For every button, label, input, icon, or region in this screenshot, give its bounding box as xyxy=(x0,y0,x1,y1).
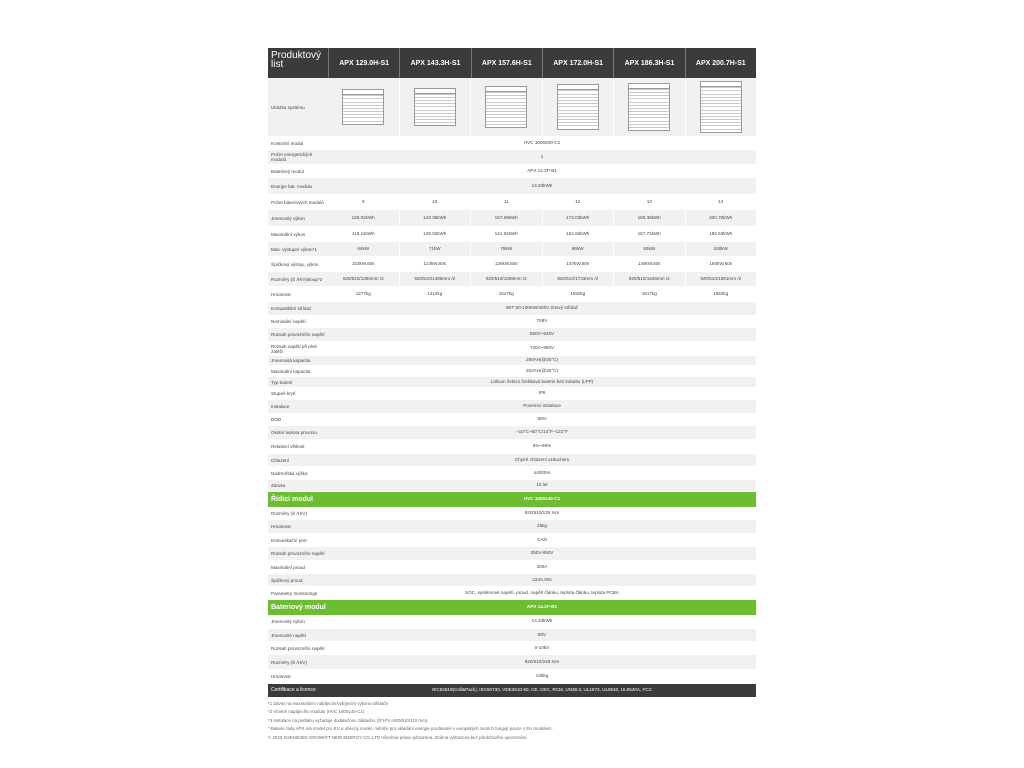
cell-value: 1277kg xyxy=(355,290,371,296)
spec-row xyxy=(268,316,756,328)
cell-value: 200.70kWh xyxy=(685,210,757,226)
cell-value: 86kW xyxy=(542,242,614,256)
row-label: Ukázka systému xyxy=(271,104,305,110)
row-value: 650V~945V xyxy=(529,331,555,337)
spec-row xyxy=(268,210,756,227)
battery-module-icon xyxy=(343,121,383,124)
row-values xyxy=(328,388,756,399)
row-values xyxy=(328,670,756,683)
spec-row xyxy=(268,440,756,454)
spec-row xyxy=(268,547,756,561)
footnote: *3 Instalace na podlahu vyžaduje dodatečnou základnu (Š*H*V=920/510/110 mm). xyxy=(268,717,429,723)
spec-row xyxy=(268,328,756,342)
cell-value: 71kW xyxy=(399,242,471,256)
spec-row xyxy=(268,272,756,287)
spec-row xyxy=(268,414,756,426)
row-label: Parametry monitorings xyxy=(271,590,318,596)
spec-row xyxy=(268,561,756,574)
model-header: APX 172.0H-S1 xyxy=(542,48,613,78)
cell-value: 9 xyxy=(361,198,365,204)
system-illustration xyxy=(542,78,614,136)
row-value: 25kg xyxy=(537,523,547,529)
row-value: Lithium železo fosfátová baterie bez kobaltu (LFP) xyxy=(490,378,594,384)
spec-row xyxy=(268,342,756,356)
row-label: Okolní teplota provozu xyxy=(271,430,317,435)
spec-row xyxy=(268,574,756,587)
row-value: 10 let xyxy=(536,482,548,488)
system-illustration xyxy=(685,78,757,136)
row-values xyxy=(328,377,756,387)
row-label: Instalace xyxy=(271,404,290,409)
cell-value: 186.36kWh xyxy=(613,210,685,226)
cell-value: 920/510/1350mm /2 xyxy=(342,275,384,281)
row-label: Stupeň krytí xyxy=(271,391,296,396)
spec-row xyxy=(268,195,756,210)
cell-value: 126kW,60s xyxy=(470,257,542,271)
row-values xyxy=(328,178,756,194)
cell-value: 64kW xyxy=(357,245,370,251)
row-value: IEC62619(Cell&Pack), IEC60730, VDE2510-50, CE, CEC, RCM, UN38.3, UL1973, UL9540, UL9540A, FCC xyxy=(432,687,652,693)
row-values xyxy=(328,440,756,453)
row-values xyxy=(328,195,756,209)
spec-row xyxy=(268,520,756,534)
cell-value: 1412kg xyxy=(399,287,471,301)
row-label: Maximální proud xyxy=(271,564,305,570)
cell-value: 149kW,60s xyxy=(613,257,685,271)
row-label: Rozměry (Š /H/V)sloup*2 xyxy=(271,276,323,282)
system-illustration xyxy=(328,78,399,136)
battery-rack-icon xyxy=(557,84,599,129)
row-label: Špičkový proud xyxy=(271,577,303,583)
row-values xyxy=(328,547,756,560)
row-value: 200A xyxy=(536,563,548,569)
cell-value: 116.11kWh xyxy=(351,230,375,236)
row-label: Rozsah provozního napětí xyxy=(271,332,325,337)
battery-module-icon xyxy=(558,125,598,128)
row-values xyxy=(328,534,756,546)
row-value: 1 xyxy=(540,153,544,159)
row-values xyxy=(328,342,756,355)
row-label: DOD xyxy=(271,417,282,422)
footnote: © 2023 SHENZHEN GROWATT NEW ENERGY CO.,LTD Všechna práva vyhrazena. Změna vyhrazena bez předchozího upozornění. xyxy=(268,734,528,740)
row-values xyxy=(328,210,756,226)
cell-value: 10 xyxy=(399,195,471,209)
row-values xyxy=(328,272,756,286)
row-label: Kontrolní modul xyxy=(271,140,304,146)
row-values xyxy=(328,454,756,466)
row-label: Jmenovitý výkon xyxy=(271,215,305,221)
spec-row xyxy=(268,377,756,388)
spec-row xyxy=(268,366,756,377)
section-title: Řídicí modul xyxy=(271,496,313,503)
battery-module-section-header xyxy=(268,600,756,615)
spec-row xyxy=(268,302,756,316)
row-values xyxy=(328,150,756,164)
row-values xyxy=(328,302,756,315)
cell-value: 137kW,60s xyxy=(542,257,614,271)
row-value: –10°C~50°C/14°F~122°F xyxy=(516,429,568,435)
cell-value: 103kW,60s xyxy=(351,260,375,266)
row-values xyxy=(328,480,756,491)
row-value: 14.33kWh xyxy=(531,618,553,624)
cell-value: 920/510/1981mm /2 xyxy=(685,272,757,286)
spec-row xyxy=(268,400,756,414)
battery-rack-icon xyxy=(628,83,670,131)
row-value: 14.33kWh xyxy=(531,182,553,188)
spec-row xyxy=(268,642,756,655)
spec-row xyxy=(268,257,756,272)
cell-value: 167.72kWh xyxy=(613,227,685,241)
row-values xyxy=(328,328,756,341)
spec-row xyxy=(268,426,756,440)
row-values xyxy=(328,356,756,365)
row-value: CAN xyxy=(537,536,547,542)
spec-row xyxy=(268,150,756,165)
model-header: APX 157.6H-S1 xyxy=(471,48,542,78)
spec-row xyxy=(268,507,756,520)
row-label: Rozsah napětí při plné zátěži xyxy=(271,343,317,354)
row-values xyxy=(328,414,756,425)
spec-row xyxy=(268,629,756,642)
row-label: Certifikace a licence xyxy=(271,687,316,693)
row-label: Hmotnost xyxy=(271,674,291,679)
row-label: Jmenovité napětí xyxy=(271,632,306,638)
cell-value: 920/510/1598mm /2 xyxy=(470,272,542,286)
row-label: Počet bateriových modulů xyxy=(271,199,324,205)
cell-value: 154.82kWh xyxy=(542,227,614,241)
control-module-section-header xyxy=(268,492,756,507)
cell-value: 141.92kWh xyxy=(470,227,542,241)
row-label: Špičkový výstup, výkon xyxy=(271,261,319,267)
row-values xyxy=(328,520,756,533)
row-value: WIT 50-100KW/400V értový střídač xyxy=(505,305,579,311)
row-label: Nominální napětí xyxy=(271,319,306,324)
row-value: 90% xyxy=(537,416,547,422)
cell-value: 100kW xyxy=(685,242,757,256)
spec-row xyxy=(268,242,756,257)
cell-value: 11 xyxy=(470,195,542,209)
row-values xyxy=(328,574,756,586)
row-label: Hmotnost xyxy=(271,524,291,529)
spec-row xyxy=(268,388,756,400)
row-value: 224A,60s xyxy=(532,576,552,582)
system-illustration xyxy=(613,78,685,136)
row-values xyxy=(328,467,756,479)
spec-row xyxy=(268,178,756,195)
cell-value: 1817kg xyxy=(613,287,685,301)
section-title: Bateriový modul xyxy=(271,604,326,611)
model-header: APX 129.0H-S1 xyxy=(328,48,399,78)
cell-value: 114kW,60s xyxy=(399,257,471,271)
page-title: Produktový list xyxy=(271,50,322,70)
row-values xyxy=(328,426,756,439)
row-value: 280AH(@25°C) xyxy=(525,357,559,363)
spec-row xyxy=(268,655,756,670)
row-label: Jmenovitá kapacita xyxy=(271,358,311,363)
row-values xyxy=(328,587,756,599)
row-value: SOC, systémové napětí, proud, napětí článku, teplota článku, teplota PCBA xyxy=(465,589,619,595)
row-label: Max. výstupní výkon*1 xyxy=(271,246,317,252)
section-model: APX 14.3P-B1 xyxy=(526,604,558,610)
row-label: Hmotnost xyxy=(271,291,291,297)
spec-row xyxy=(268,287,756,302)
cell-value: 13 xyxy=(613,195,685,209)
row-label: Nadmořská výška xyxy=(271,470,308,476)
cell-value: 12 xyxy=(542,195,614,209)
footnote: *1 Závisí na maximálním nabíjecím/vybíjecím výkonu střídače xyxy=(268,701,389,706)
row-label: Maximální kapacita xyxy=(271,368,311,374)
row-value: APX 14.3P-B1 xyxy=(527,167,557,173)
row-value: 0-105V xyxy=(534,644,550,650)
row-label: Typ baterií xyxy=(271,379,293,385)
spec-row xyxy=(268,480,756,492)
spec-row xyxy=(268,356,756,366)
row-value: 720V~880V xyxy=(529,345,555,351)
section-model: HVC 1000140-C1 xyxy=(523,496,561,502)
row-values xyxy=(328,287,756,301)
row-values xyxy=(328,615,756,628)
product-datasheet xyxy=(268,48,756,742)
row-value: 80V xyxy=(537,631,547,637)
model-header: APX 200.7H-S1 xyxy=(685,48,756,78)
cell-value: 920/510/1733mm /2 xyxy=(542,272,614,286)
spec-row xyxy=(268,137,756,150)
cell-value: 920/510/1846mm /2 xyxy=(613,272,685,286)
cell-value: 143.36kWh xyxy=(399,210,471,226)
row-label: Chlazení xyxy=(271,457,290,463)
row-label: Relativní vlhkost xyxy=(271,444,305,449)
row-value: 252AH(@25°C) xyxy=(525,367,559,373)
row-values xyxy=(328,366,756,376)
row-value: IP6 xyxy=(538,390,546,396)
cell-value: 129.02kWh xyxy=(399,227,471,241)
row-label: Energie bat. modulu xyxy=(271,183,313,189)
cell-value: 93kW xyxy=(613,242,685,256)
model-header: APX 186.3H-S1 xyxy=(613,48,684,78)
spec-row xyxy=(268,227,756,242)
row-value: 920/510/248 mm xyxy=(524,658,560,664)
row-value: 250V-950V xyxy=(530,550,554,556)
row-values xyxy=(328,655,756,669)
cell-value: 180.63kWh xyxy=(685,227,757,241)
row-values xyxy=(328,629,756,641)
cell-value: 78kW xyxy=(470,242,542,256)
spec-row xyxy=(268,454,756,467)
cell-value: 1682kg xyxy=(542,287,614,301)
battery-rack-icon xyxy=(342,89,384,125)
footnotes xyxy=(268,700,756,742)
row-values xyxy=(328,227,756,241)
system-illustration xyxy=(470,78,542,136)
spec-row xyxy=(268,534,756,547)
system-image-row xyxy=(268,78,756,137)
cell-value: 129.02kWh xyxy=(351,214,375,220)
row-label: Jmenovitý výkon xyxy=(271,619,305,624)
battery-module-icon xyxy=(701,129,741,132)
battery-rack-icon xyxy=(485,86,527,128)
row-label: Bateriový modul xyxy=(271,168,304,174)
row-values xyxy=(328,561,756,573)
row-values xyxy=(328,507,756,519)
row-value: Chytré chlazení vzduchem xyxy=(514,456,570,462)
row-label: Kompatibilní střídač xyxy=(271,306,312,311)
model-header: APX 143.3H-S1 xyxy=(399,48,470,78)
row-label: Počet energetických modulů xyxy=(271,152,313,162)
spec-row xyxy=(268,670,756,684)
cell-value: 14 xyxy=(685,195,757,209)
cell-value: 1952kg xyxy=(685,287,757,301)
footnote: *2 Včetně napájecího modulu (HVC 1000140-C1) xyxy=(268,709,365,715)
spec-row xyxy=(268,165,756,178)
row-values xyxy=(328,642,756,654)
cell-value: 172.03kWh xyxy=(542,210,614,226)
row-values xyxy=(328,257,756,271)
cell-value: 1547kg xyxy=(470,287,542,301)
row-label: Rozměry (Š /H/V) xyxy=(271,659,307,665)
battery-module-icon xyxy=(629,127,669,130)
row-label: Záruka xyxy=(271,483,286,488)
certification-row xyxy=(268,684,756,697)
table-header xyxy=(268,48,756,78)
row-values xyxy=(328,316,756,327)
spec-row xyxy=(268,615,756,629)
row-value: 768V xyxy=(536,318,548,324)
row-value: 5%~95% xyxy=(532,443,552,449)
spec-row xyxy=(268,587,756,600)
row-values xyxy=(328,400,756,413)
battery-module-icon xyxy=(415,122,455,125)
row-values xyxy=(328,242,756,256)
cell-value: 160kW,60s xyxy=(685,257,757,271)
row-label: Komunikační port xyxy=(271,537,307,543)
footnote: * Baterie řady APX má model pro EU a obecný model, měniče pro ukládání energie prodávané v evropských zemích fungují pouze s EU modelem. xyxy=(268,726,553,732)
row-values xyxy=(328,137,756,149)
system-illustration xyxy=(399,78,471,136)
spec-row xyxy=(268,467,756,480)
row-value: ≤4000m xyxy=(533,469,551,475)
row-label: Rozsah provozního napětí xyxy=(271,551,325,556)
row-value: HVC 1000200-C1 xyxy=(523,139,561,145)
battery-module-icon xyxy=(486,124,526,127)
row-label: Rozsah provozního napětí xyxy=(271,645,325,651)
battery-rack-icon xyxy=(414,88,456,127)
row-value: Pozemní instalace xyxy=(523,403,561,409)
cell-value: 920/510/1485mm /2 xyxy=(399,272,471,286)
row-value: 135kg xyxy=(535,673,549,679)
row-value: 920/510/135 mm xyxy=(524,509,560,515)
battery-rack-icon xyxy=(700,81,742,133)
row-values xyxy=(328,165,756,177)
row-label: Maximální výkon xyxy=(271,231,306,237)
cell-value: 157.69kWh xyxy=(470,210,542,226)
row-label: Rozměry (Š /H/V) xyxy=(271,510,307,516)
